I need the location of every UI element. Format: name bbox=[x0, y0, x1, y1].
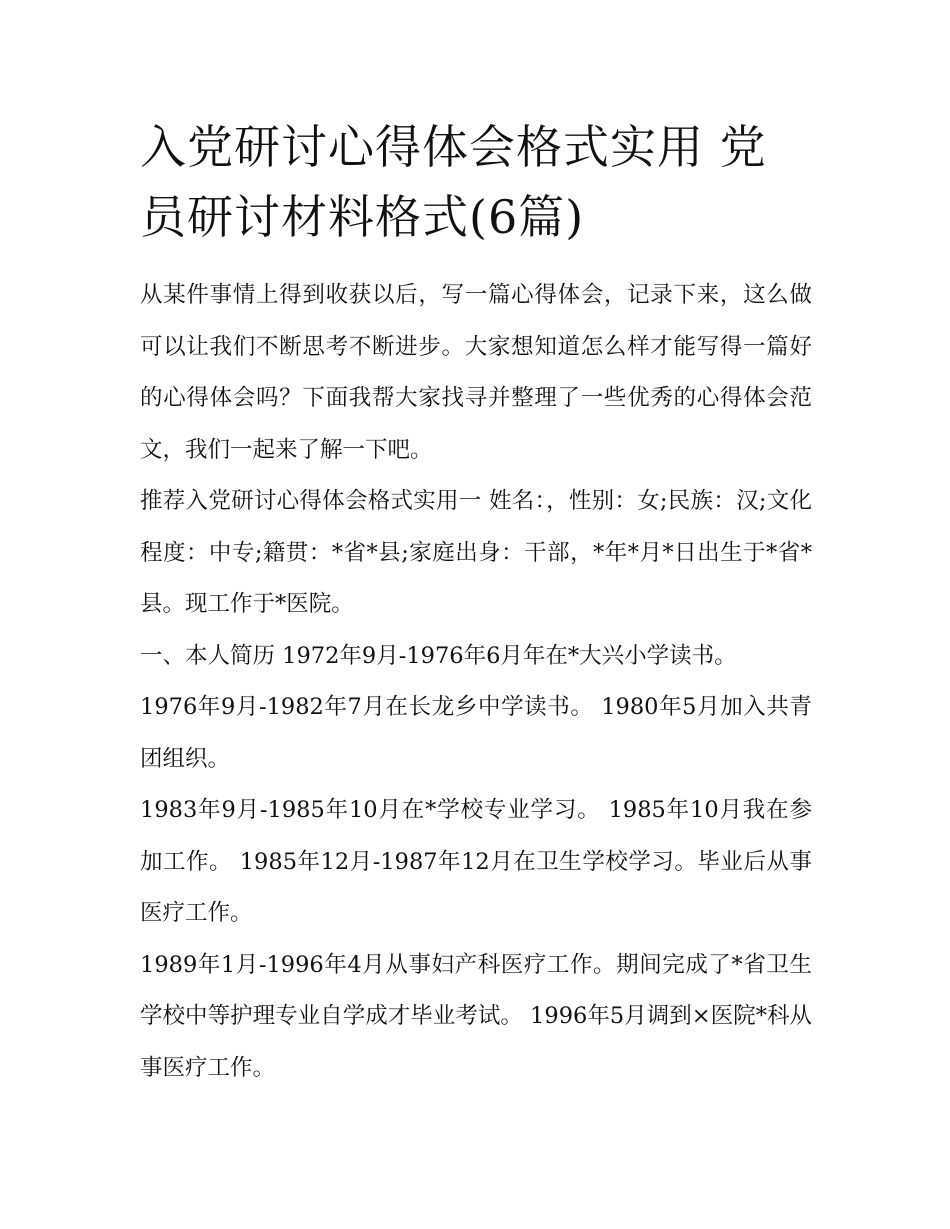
personal-info-paragraph: 推荐入党研讨心得体会格式实用一 姓名：，性别：女;民族：汉;文化程度：中专;籍贯：*省*县;家庭出身：干部，*年*月*日出生于*省*县。现工作于*医院。 bbox=[140, 488, 812, 617]
resume-paragraph: 1976年9月-1982年7月在长龙乡中学读书。 1980年5月加入共青团组织。 bbox=[140, 694, 812, 772]
intro-paragraph: 从某件事情上得到收获以后，写一篇心得体会，记录下来，这么做可以让我们不断思考不断进步。大家想知道怎么样才能写得一篇好的心得体会吗？下面我帮大家找寻并整理了一些优秀的心得体会范文，我们一起来了解一下吧。 bbox=[140, 282, 812, 463]
resume-paragraph: 1983年9月-1985年10月在*学校专业学习。 1985年10月我在参加工作。 1985年12月-1987年12月在卫生学校学习。毕业后从事医疗工作。 bbox=[140, 797, 812, 926]
resume-paragraph: 一、本人简历 1972年9月-1976年6月年在*大兴小学读书。 bbox=[140, 642, 737, 669]
resume-paragraph: 1989年1月-1996年4月从事妇产科医疗工作。期间完成了*省卫生学校中等护理专业自学成才毕业考试。 1996年5月调到×医院*科从事医疗工作。 bbox=[140, 951, 812, 1081]
document-body bbox=[140, 112, 812, 1094]
document-title: 入党研讨心得体会格式实用 党员研讨材料格式(6篇) bbox=[140, 120, 767, 244]
